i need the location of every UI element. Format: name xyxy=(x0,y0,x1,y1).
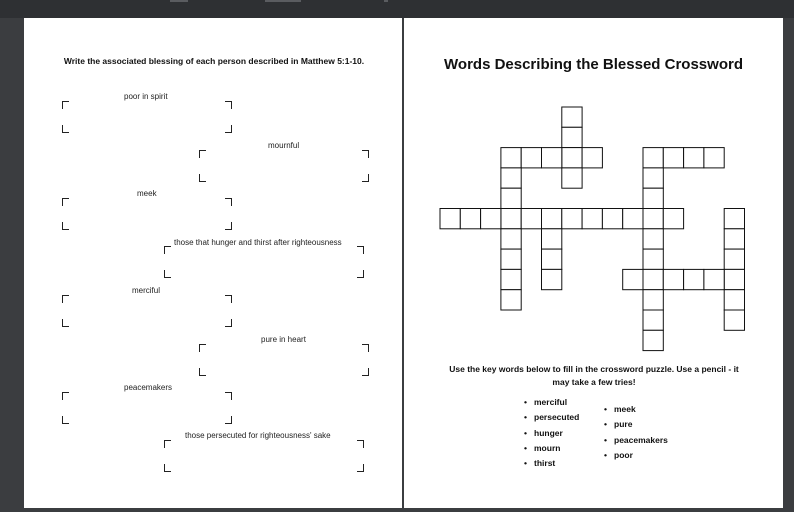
prompt-label: those that hunger and thirst after righteousness xyxy=(174,238,342,247)
bullet-icon: • xyxy=(524,397,527,407)
crossword-cell[interactable] xyxy=(602,209,622,229)
crossword-cell[interactable] xyxy=(623,269,643,289)
crossword-cell[interactable] xyxy=(643,168,663,188)
crossword-cell[interactable] xyxy=(724,249,744,269)
answer-box xyxy=(199,150,369,182)
word-bank-column-1 xyxy=(524,395,579,471)
word-bank-item: • persecuted xyxy=(524,410,579,425)
bullet-icon: • xyxy=(604,404,607,414)
crossword-cell[interactable] xyxy=(542,249,562,269)
bullet-icon: • xyxy=(604,434,607,445)
prompt-label: those persecuted for righteousness' sake xyxy=(185,431,331,440)
bullet-icon: • xyxy=(524,427,527,438)
crossword-cell[interactable] xyxy=(704,148,724,168)
crossword-cell[interactable] xyxy=(562,107,582,127)
crossword-cell[interactable] xyxy=(562,168,582,188)
crossword-cell[interactable] xyxy=(542,269,562,289)
word-bank-item: • thirst xyxy=(524,456,579,471)
crossword-cell[interactable] xyxy=(643,249,663,269)
crossword-cell[interactable] xyxy=(643,330,663,350)
crossword-cell[interactable] xyxy=(582,148,602,168)
toolbar-mark xyxy=(384,0,388,2)
prompt-label: merciful xyxy=(132,286,161,295)
answer-box xyxy=(62,101,232,133)
viewer-toolbar xyxy=(0,0,794,18)
crossword-cell[interactable] xyxy=(684,148,704,168)
crossword-cell[interactable] xyxy=(643,269,663,289)
bullet-icon: • xyxy=(524,442,527,453)
prompt-label: poor in spirit xyxy=(124,92,168,101)
crossword-grid xyxy=(404,18,783,508)
crossword-cell[interactable] xyxy=(643,290,663,310)
answer-box xyxy=(62,392,232,424)
crossword-cell[interactable] xyxy=(501,209,521,229)
prompt-label: meek xyxy=(137,189,157,198)
crossword-cell[interactable] xyxy=(562,127,582,147)
answer-box xyxy=(164,246,364,278)
prompt-label: peacemakers xyxy=(124,383,173,392)
crossword-cell[interactable] xyxy=(724,209,744,229)
answer-box xyxy=(62,198,232,230)
worksheet-instructions: Write the associated blessing of each person described in Matthew 5:1-10. xyxy=(63,56,365,66)
word-bank-item: • mourn xyxy=(524,441,579,456)
answer-box xyxy=(164,440,364,472)
crossword-cell[interactable] xyxy=(663,269,683,289)
crossword-cell[interactable] xyxy=(542,148,562,168)
crossword-cell[interactable] xyxy=(542,229,562,249)
toolbar-mark xyxy=(170,0,188,2)
bullet-icon: • xyxy=(524,458,527,469)
crossword-cell[interactable] xyxy=(724,269,744,289)
crossword-cell[interactable] xyxy=(643,209,663,229)
crossword-page-right xyxy=(404,18,783,508)
toolbar-mark xyxy=(265,0,301,2)
crossword-cell[interactable] xyxy=(460,209,480,229)
answer-box xyxy=(199,344,369,376)
bullet-icon: • xyxy=(604,419,607,430)
bullet-icon: • xyxy=(524,412,527,423)
crossword-cell[interactable] xyxy=(663,209,683,229)
word-bank-item: • meek xyxy=(604,402,668,417)
crossword-cell[interactable] xyxy=(643,229,663,249)
crossword-cell[interactable] xyxy=(501,290,521,310)
crossword-instructions: Use the key words below to fill in the crossword puzzle. Use a pencil - it may take a few tries! xyxy=(449,364,739,387)
crossword-cell[interactable] xyxy=(724,310,744,330)
crossword-cell[interactable] xyxy=(521,148,541,168)
answer-box xyxy=(62,295,232,327)
crossword-cell[interactable] xyxy=(724,229,744,249)
crossword-cell[interactable] xyxy=(623,209,643,229)
crossword-cell[interactable] xyxy=(663,148,683,168)
word-bank-item: • poor xyxy=(604,448,668,463)
crossword-title: Words Describing the Blessed Crossword xyxy=(444,56,743,73)
crossword-cell[interactable] xyxy=(684,269,704,289)
crossword-cell[interactable] xyxy=(501,168,521,188)
crossword-cell[interactable] xyxy=(481,209,501,229)
word-bank-item: • pure xyxy=(604,417,668,432)
crossword-cell[interactable] xyxy=(643,310,663,330)
prompt-label: pure in heart xyxy=(261,335,306,344)
word-bank-item: • peacemakers xyxy=(604,433,668,448)
crossword-cell[interactable] xyxy=(501,148,521,168)
prompt-label: mournful xyxy=(268,141,300,150)
crossword-cell[interactable] xyxy=(704,269,724,289)
crossword-cell[interactable] xyxy=(542,209,562,229)
crossword-cell[interactable] xyxy=(643,148,663,168)
bullet-icon: • xyxy=(604,449,607,460)
crossword-cell[interactable] xyxy=(582,209,602,229)
word-bank-item: • merciful xyxy=(524,395,579,410)
crossword-cell[interactable] xyxy=(562,148,582,168)
crossword-cell[interactable] xyxy=(501,188,521,208)
worksheet-page-left xyxy=(24,18,402,508)
crossword-cell[interactable] xyxy=(501,229,521,249)
crossword-cell[interactable] xyxy=(521,209,541,229)
word-bank-column-2 xyxy=(604,402,668,463)
crossword-cell[interactable] xyxy=(643,188,663,208)
crossword-cell[interactable] xyxy=(440,209,460,229)
crossword-cell[interactable] xyxy=(562,209,582,229)
crossword-cell[interactable] xyxy=(724,290,744,310)
word-bank-item: • hunger xyxy=(524,426,579,441)
crossword-cell[interactable] xyxy=(501,269,521,289)
crossword-cell[interactable] xyxy=(501,249,521,269)
